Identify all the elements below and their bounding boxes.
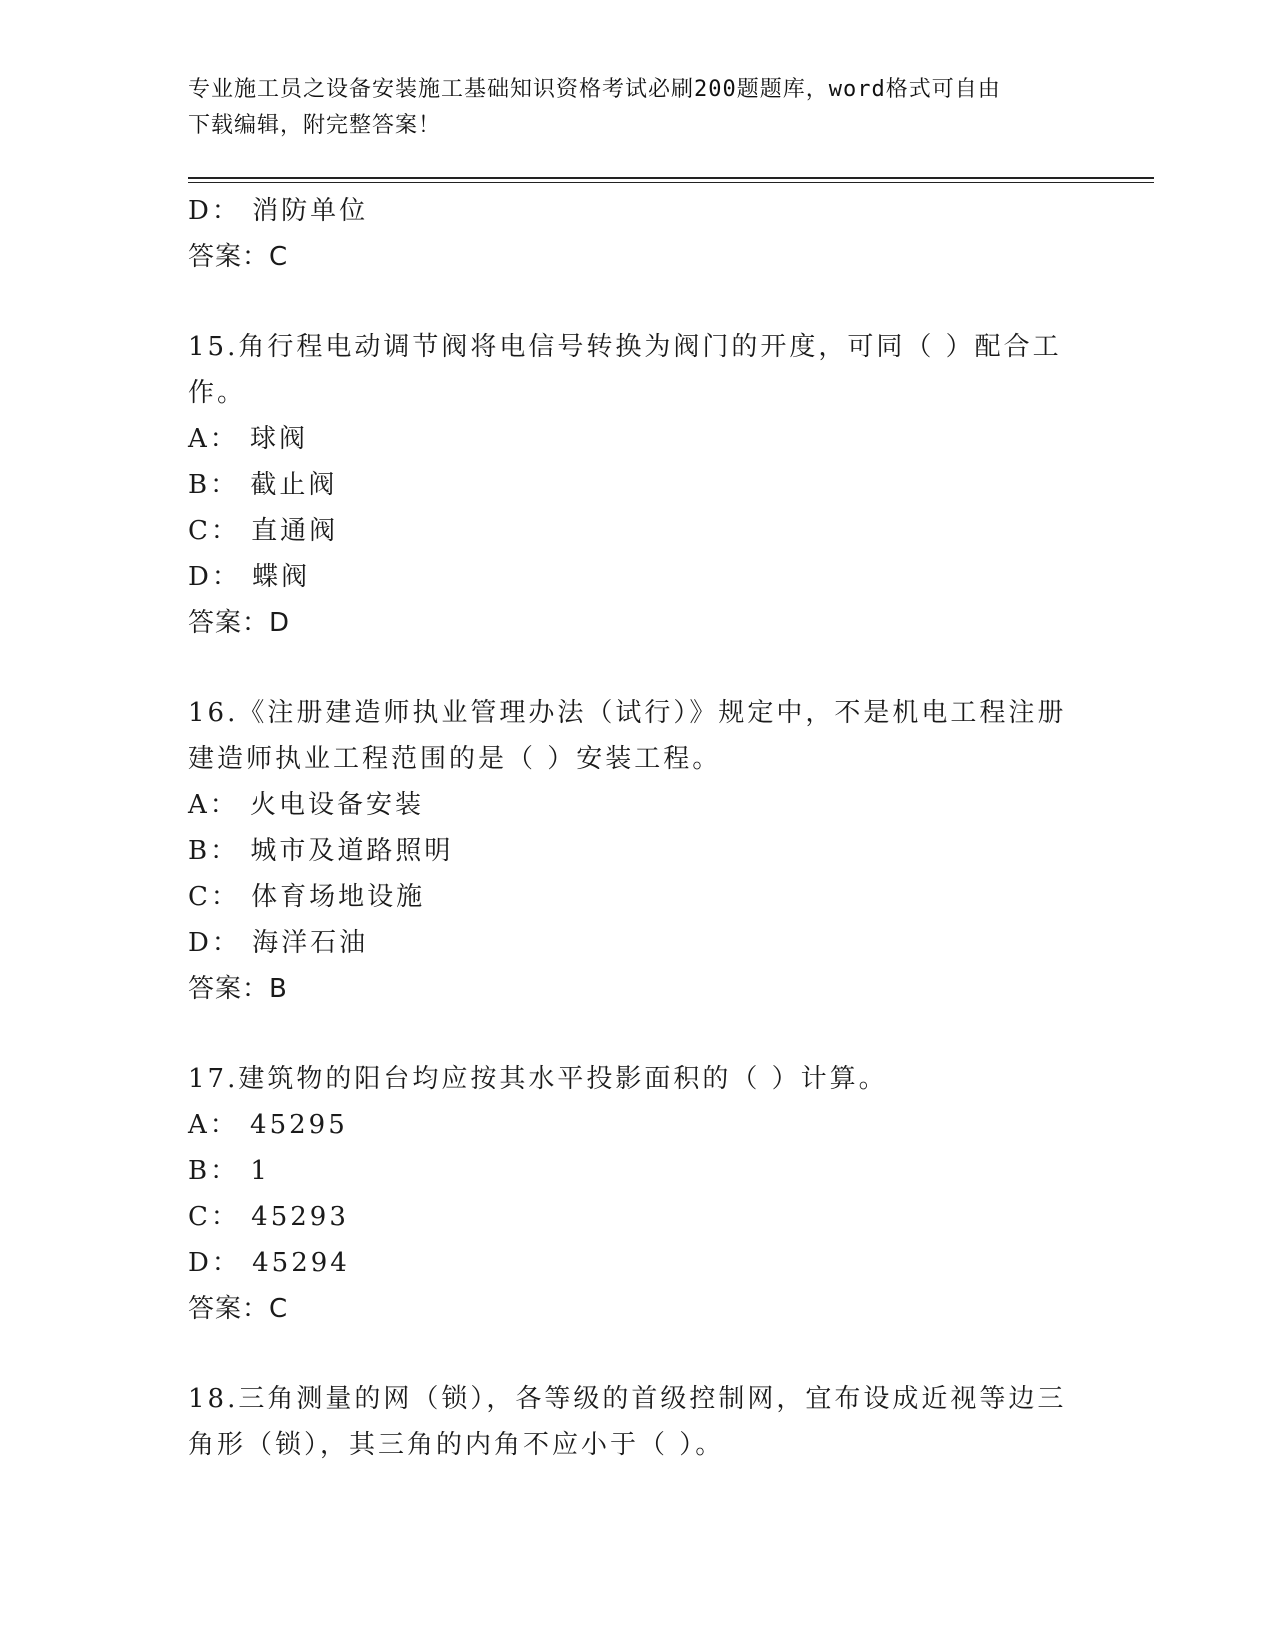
option-c: C： 直通阀 xyxy=(188,516,339,546)
option-d: D： 海洋石油 xyxy=(188,928,369,958)
question-stem-continued: 作。 xyxy=(188,378,247,408)
option-b: B： 城市及道路照明 xyxy=(188,836,454,866)
option-d: D： 蝶阀 xyxy=(188,562,311,592)
question-stem: 16.《注册建造师执业管理办法（试行）》规定中，不是机电工程注册 xyxy=(188,698,1067,728)
question-list xyxy=(188,188,1088,1468)
option-b: B： 截止阀 xyxy=(188,470,338,500)
answer-line: 答案：B xyxy=(188,974,288,1004)
option-a: A： 球阀 xyxy=(188,424,309,454)
option-b: B： 1 xyxy=(188,1156,270,1186)
option-a: A： 火电设备安装 xyxy=(188,790,425,820)
question-stem: 17.建筑物的阳台均应按其水平投影面积的（ ）计算。 xyxy=(188,1064,888,1094)
option-c: C： 45293 xyxy=(188,1202,349,1232)
question-stem: 15.角行程电动调节阀将电信号转换为阀门的开度，可同（ ）配合工 xyxy=(188,332,1062,362)
header-divider-thin xyxy=(188,182,1154,183)
question-15 xyxy=(188,324,1088,646)
option-d: D： 45294 xyxy=(188,1248,350,1278)
header-line-2: 下载编辑，附完整答案！ xyxy=(188,113,442,138)
question-stem-continued: 角形（锁），其三角的内角不应小于（ ）。 xyxy=(188,1430,725,1460)
header-divider xyxy=(188,177,1154,179)
question-stem-continued: 建造师执业工程范围的是（ ）安装工程。 xyxy=(188,744,722,774)
answer-line: 答案：C xyxy=(188,1294,289,1324)
answer-line: 答案：C xyxy=(188,242,289,272)
option-c: C： 体育场地设施 xyxy=(188,882,426,912)
previous-question-tail xyxy=(188,188,1088,280)
option-a: A： 45295 xyxy=(188,1110,348,1140)
document-header xyxy=(188,72,1088,144)
question-16 xyxy=(188,690,1088,1012)
question-stem: 18.三角测量的网（锁），各等级的首级控制网，宜布设成近视等边三 xyxy=(188,1384,1067,1414)
option-d: D： 消防单位 xyxy=(188,196,369,226)
answer-line: 答案：D xyxy=(188,608,291,638)
header-line-1: 专业施工员之设备安装施工基础知识资格考试必刷200题题库，word格式可自由 xyxy=(188,77,1001,102)
question-18 xyxy=(188,1376,1088,1468)
question-17 xyxy=(188,1056,1088,1332)
